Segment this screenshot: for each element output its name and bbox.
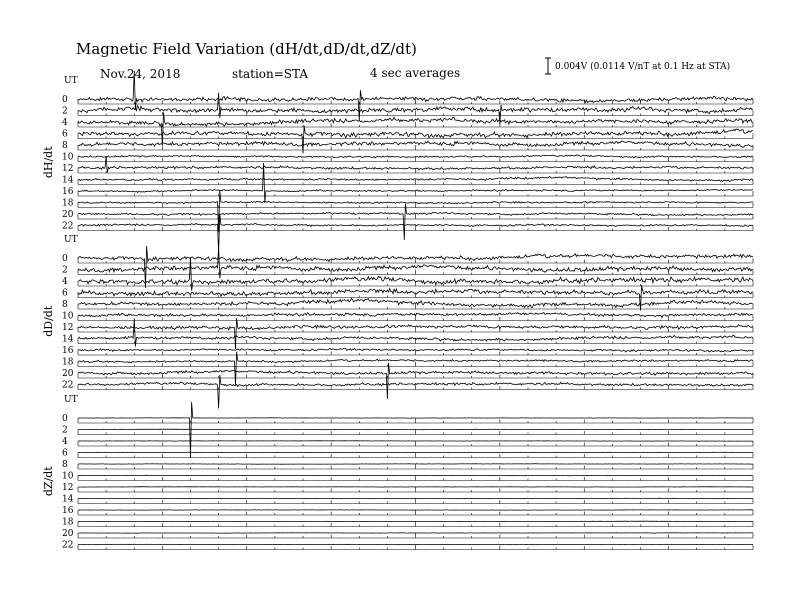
panel-ylabel: dH/dt: [42, 146, 55, 179]
hour-label: 22: [62, 221, 74, 232]
hour-label: 0: [62, 95, 68, 105]
hour-label: 4: [62, 277, 68, 287]
hour-label: 18: [62, 517, 74, 528]
scale-bar: [545, 58, 551, 74]
hour-label: 22: [62, 540, 74, 551]
trace-line: [78, 429, 753, 430]
date-label: Nov.24, 2018: [100, 67, 181, 81]
trace-line: [78, 521, 753, 522]
panel-dddt: [42, 235, 753, 409]
trace-line: [78, 464, 753, 465]
panel-dhdt: [42, 71, 753, 254]
trace-line: [78, 375, 753, 409]
hour-label: 20: [62, 529, 74, 539]
trace-line: [78, 533, 753, 534]
hour-label: 12: [62, 483, 74, 493]
hour-label: 4: [62, 118, 68, 128]
panel-ylabel: dD/dt: [42, 305, 55, 337]
hour-label: 20: [62, 210, 74, 220]
hour-label: 22: [62, 380, 74, 391]
hour-label: 12: [62, 164, 74, 174]
hour-label: 2: [62, 265, 68, 276]
hour-label: 8: [62, 460, 68, 470]
hour-label: 6: [62, 129, 68, 140]
hour-label: 18: [62, 357, 74, 368]
trace-line: [78, 363, 753, 399]
ut-label: UT: [64, 76, 78, 86]
averaging-label: 4 sec averages: [370, 66, 461, 80]
panel-ylabel: dZ/dt: [42, 466, 55, 497]
trace-line: [78, 352, 753, 386]
hour-label: 2: [62, 425, 68, 436]
hour-label: 14: [62, 175, 74, 186]
hour-label: 10: [62, 152, 74, 163]
trace-line: [78, 214, 753, 253]
hour-label: 4: [62, 437, 68, 447]
trace-line: [78, 112, 753, 146]
panel-dzdt: [42, 395, 753, 551]
hour-label: 10: [62, 311, 74, 322]
trace-line: [78, 318, 753, 349]
hour-label: 8: [62, 300, 68, 310]
hour-label: 10: [62, 471, 74, 482]
ut-label: UT: [64, 235, 78, 245]
hour-label: 16: [62, 346, 74, 356]
hour-label: 16: [62, 187, 74, 197]
chart-title: Magnetic Field Variation (dH/dt,dD/dt,dZ/dt): [76, 40, 417, 58]
station-label: station=STA: [232, 67, 309, 81]
hour-label: 6: [62, 448, 68, 459]
trace-line: [78, 441, 753, 442]
scale-label: 0.004V (0.0114 V/nT at 0.1 Hz at STA): [555, 62, 731, 72]
hour-label: 18: [62, 198, 74, 209]
hour-label: 14: [62, 494, 74, 505]
hour-label: 0: [62, 254, 68, 264]
hour-label: 0: [62, 414, 68, 424]
ut-label: UT: [64, 395, 78, 405]
trace-line: [78, 204, 753, 240]
hour-label: 6: [62, 288, 68, 299]
panels-group: [42, 71, 753, 551]
trace-line: [78, 498, 753, 499]
hour-label: 16: [62, 506, 74, 516]
hour-label: 14: [62, 334, 74, 345]
hour-label: 8: [62, 141, 68, 151]
hour-label: 2: [62, 106, 68, 117]
hour-label: 12: [62, 323, 74, 333]
hour-label: 20: [62, 369, 74, 379]
